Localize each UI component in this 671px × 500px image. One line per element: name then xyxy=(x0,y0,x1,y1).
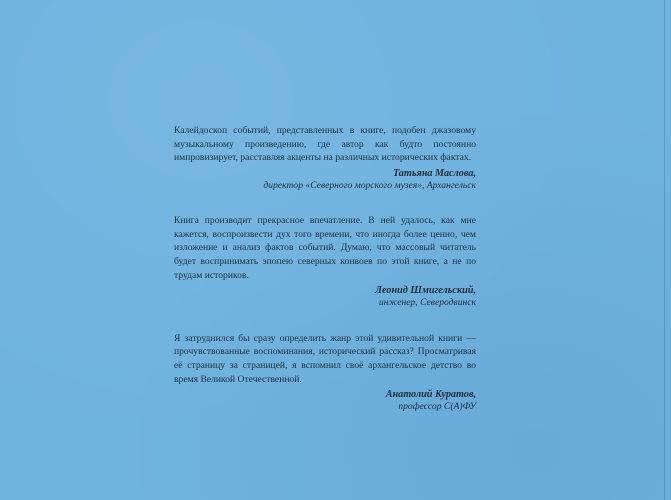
review-author: Анатолий Куратов, xyxy=(385,389,476,401)
review-text: Калейдоскоп событий, представленных в книге, подобен джазовому музыкальному произведению, где автор как будто постоянно импровизирует, расставляя акценты на различных исторических фактах. xyxy=(174,125,476,164)
review-author-role: профессор С(А)ФУ xyxy=(398,401,476,413)
review-kuratov xyxy=(174,332,476,414)
review-author: Татьяна Маслова, xyxy=(392,167,476,179)
review-text: Книга производит прекрасное впечатление. В ней удалось, как мне кажется, воспроизвести дух того времени, что иногда более ценно, чем изложение и анализ фактов событий. Думаю, что массовый читатель будет воспринимать эпопею северных конвоев по этой книге, а не по трудам историков. xyxy=(174,215,476,281)
back-cover-reviews xyxy=(174,124,476,436)
review-shmigelsky xyxy=(174,214,476,309)
review-text: Я затруднился бы сразу определить жанр этой удивительной книги — прочувствованные воспоминания, исторический рассказ? Просматривая её страницу за страницей, я вспомнил своё архангельское детство во время Великой Отечественной. xyxy=(174,332,476,385)
review-author-role: инженер, Северодвинск xyxy=(378,297,476,309)
review-author-role: директор «Северного морского музея», Архангельск xyxy=(263,179,476,191)
cover-edge-line xyxy=(664,0,665,500)
review-author: Леонид Шмигельский, xyxy=(375,285,476,297)
review-maslova xyxy=(174,124,476,192)
